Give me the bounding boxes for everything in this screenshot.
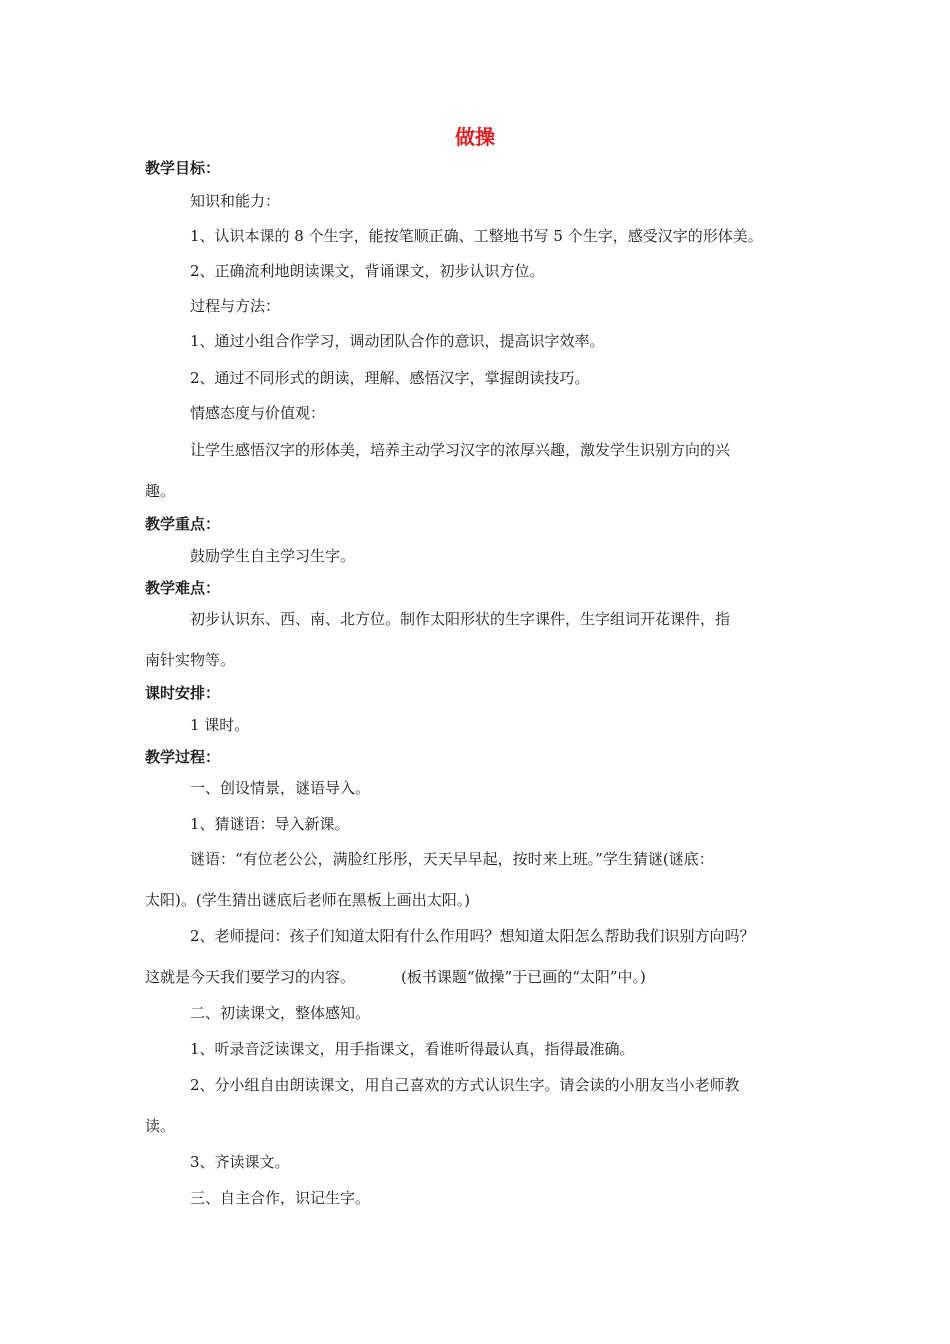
paragraph-continuation [145,967,646,987]
paragraph-continuation: 太阳)。(学生猜出谜底后老师在黑板上画出太阳。) [145,891,471,909]
paragraph: 鼓励学生自主学习生字。 [190,547,356,565]
paragraph: 1、认识本课的 8 个生字，能按笔顺正确、工整地书写 5 个生字，感受汉字的形体美。 [190,227,763,245]
paragraph: 1 课时。 [190,716,250,734]
paragraph-continuation: 南针实物等。 [145,651,236,669]
paragraph: 谜语：“有位老公公，满脸红彤彤，天天早早起，按时来上班。”学生猜谜(谜底： [190,850,714,868]
step-heading: 二、初读课文，整体感知。 [190,1004,371,1022]
paragraph: 初步认识东、西、南、北方位。制作太阳形状的生字课件，生字组词开花课件，指 [190,610,731,628]
step-heading: 一、创设情景，谜语导入。 [190,779,371,797]
subheading-emotion: 情感态度与价值观： [190,404,326,422]
paragraph: 1、通过小组合作学习，调动团队合作的意识，提高识字效率。 [190,332,605,350]
paragraph-continuation: 读。 [145,1117,176,1135]
paragraph-text: (板书课题“做操”于已画的“太阳”中。) [401,968,646,986]
document-title: 做操 [455,125,495,149]
section-heading-schedule: 课时安排： [145,684,221,702]
paragraph: 1、猜谜语：导入新课。 [190,815,350,833]
paragraph: 3、齐读课文。 [190,1153,290,1171]
paragraph: 2、正确流利地朗读课文，背诵课文，初步认识方位。 [190,262,545,280]
section-heading-objectives: 教学目标： [145,159,221,177]
section-heading-difficulties: 教学难点： [145,579,221,597]
subheading-process: 过程与方法： [190,297,281,315]
paragraph: 1、听录音泛读课文，用手指课文，看谁听得最认真，指得最准确。 [190,1040,635,1058]
section-heading-process: 教学过程： [145,748,221,766]
paragraph-continuation: 趣。 [145,482,176,500]
paragraph: 2、分小组自由朗读课文，用自己喜欢的方式认识生字。请会读的小朋友当小老师教 [190,1076,740,1094]
subheading-knowledge: 知识和能力： [190,192,281,210]
paragraph: 2、老师提问：孩子们知道太阳有什么作用吗？想知道太阳怎么帮助我们识别方向吗？ [190,927,755,945]
step-heading: 三、自主合作，识记生字。 [190,1189,371,1207]
section-heading-key-points: 教学重点： [145,515,221,533]
paragraph: 2、通过不同形式的朗读，理解、感悟汉字，掌握朗读技巧。 [190,369,590,387]
paragraph-text: 这就是今天我们要学习的内容。 [145,968,356,986]
paragraph: 让学生感悟汉字的形体美，培养主动学习汉字的浓厚兴趣，激发学生识别方向的兴 [190,441,731,459]
